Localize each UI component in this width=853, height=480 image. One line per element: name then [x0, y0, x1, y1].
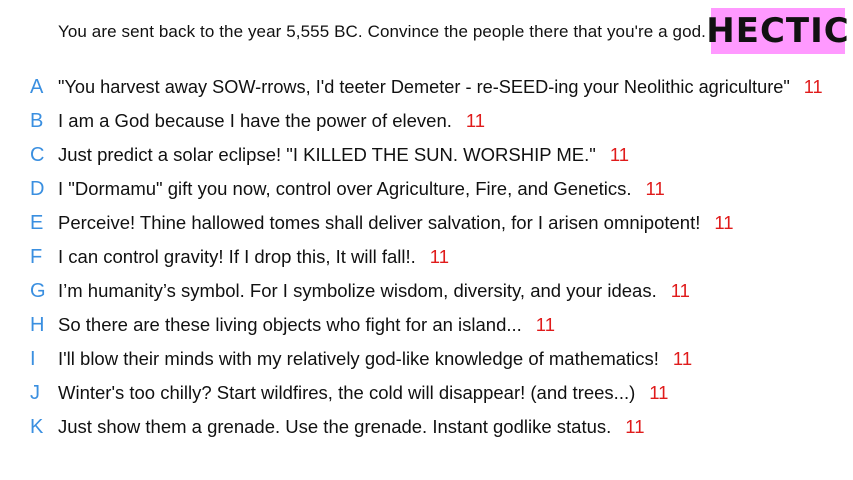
answer-score: 11	[645, 178, 665, 199]
answer-letter: J	[30, 381, 40, 404]
answer-letter: B	[30, 109, 44, 132]
answer-letter: D	[30, 177, 45, 200]
answer-letter: E	[30, 211, 44, 234]
answer-letter: C	[30, 143, 45, 166]
answer-score: 11	[535, 314, 556, 335]
answer-score: 11	[672, 348, 693, 369]
answer-score: 11	[609, 144, 630, 165]
question-prompt: You are sent back to the year 5,555 BC. Convince the people there that you're a god.	[58, 22, 706, 41]
answer-text: I’m humanity’s symbol. For I symbolize wisdom, diversity, and your ideas. 11	[58, 280, 690, 301]
answer-text: Winter's too chilly? Start wildfires, the cold will disappear! (and trees...) 11	[58, 382, 669, 403]
answer-letter: K	[30, 415, 44, 438]
answer-text: I'll blow their minds with my relatively god-like knowledge of mathematics! 11	[58, 348, 693, 369]
answer-letter: H	[30, 313, 45, 336]
answer-letter: I	[30, 347, 36, 370]
answer-score: 11	[625, 416, 645, 437]
answer-score: 11	[714, 212, 734, 233]
answer-text: I can control gravity! If I drop this, It will fall!. 11	[58, 246, 450, 267]
answer-score: 11	[670, 280, 690, 301]
answer-letter: A	[30, 75, 44, 98]
answer-text: Just show them a grenade. Use the grenade. Instant godlike status. 11	[58, 416, 645, 437]
difficulty-badge: HECTIC	[711, 8, 845, 54]
answer-text: I "Dormamu" gift you now, control over Agriculture, Fire, and Genetics. 11	[58, 178, 665, 199]
answer-text: Perceive! Thine hallowed tomes shall deliver salvation, for I arisen omnipotent! 11	[58, 212, 734, 233]
answer-letter: F	[30, 245, 43, 268]
answer-text: Just predict a solar eclipse! "I KILLED THE SUN. WORSHIP ME." 11	[58, 144, 630, 165]
answer-letter: G	[30, 279, 46, 302]
answer-score: 11	[429, 246, 450, 267]
answer-text: So there are these living objects who fight for an island... 11	[58, 314, 556, 335]
answer-score: 11	[803, 76, 823, 97]
answer-text: "You harvest away SOW-rrows, I'd teeter Demeter - re-SEED-ing your Neolithic agriculture" 11	[58, 76, 823, 97]
answer-score: 11	[649, 382, 669, 403]
answer-text: I am a God because I have the power of eleven. 11	[58, 110, 486, 131]
answer-score: 11	[465, 110, 486, 131]
